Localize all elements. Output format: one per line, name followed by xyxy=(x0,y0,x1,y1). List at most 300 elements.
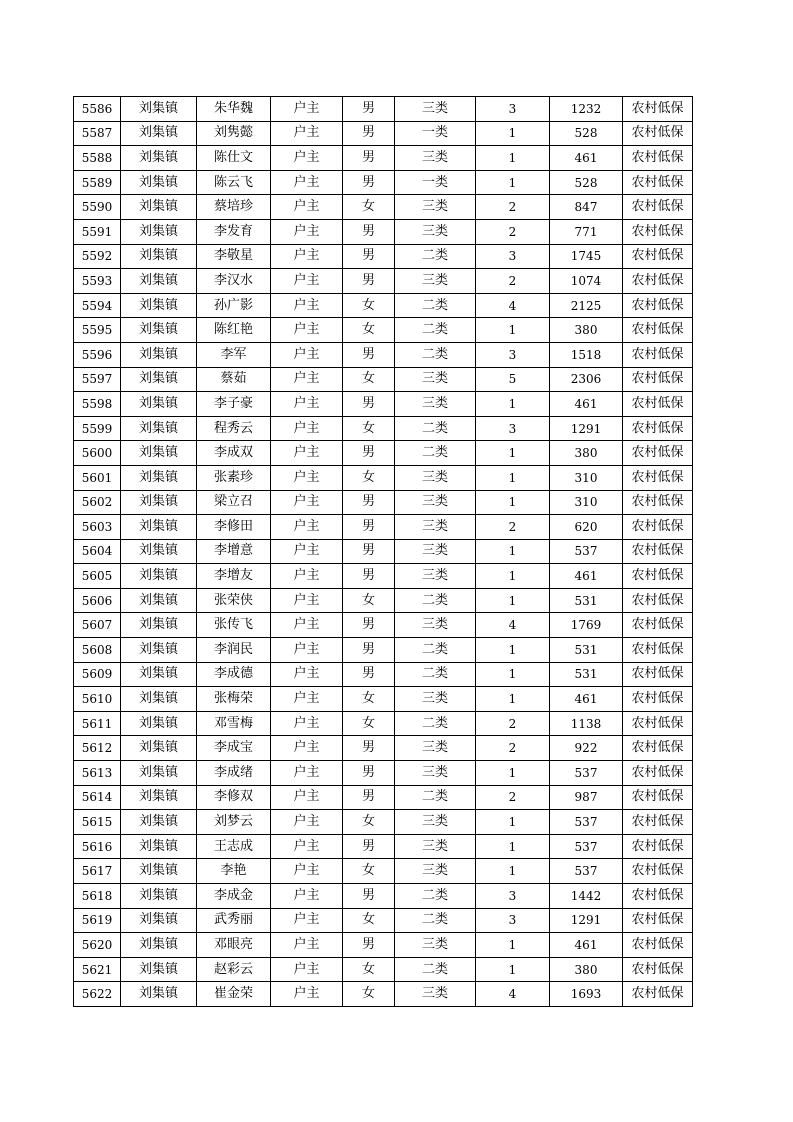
household-size-cell: 2 xyxy=(476,195,550,220)
serial-number-cell: 5609 xyxy=(74,662,121,687)
assistance-type-cell: 农村低保 xyxy=(623,687,693,712)
serial-number-cell: 5621 xyxy=(74,957,121,982)
gender-cell: 男 xyxy=(343,515,395,540)
relation-cell: 户主 xyxy=(271,441,343,466)
town-cell: 刘集镇 xyxy=(121,859,197,884)
name-cell: 崔金荣 xyxy=(197,982,271,1007)
assistance-type-cell: 农村低保 xyxy=(623,515,693,540)
gender-cell: 男 xyxy=(343,736,395,761)
relation-cell: 户主 xyxy=(271,465,343,490)
household-size-cell: 1 xyxy=(476,465,550,490)
name-cell: 李军 xyxy=(197,342,271,367)
relation-cell: 户主 xyxy=(271,146,343,171)
gender-cell: 男 xyxy=(343,244,395,269)
relation-cell: 户主 xyxy=(271,97,343,122)
household-size-cell: 1 xyxy=(476,539,550,564)
assistance-type-cell: 农村低保 xyxy=(623,662,693,687)
gender-cell: 男 xyxy=(343,884,395,909)
name-cell: 李增意 xyxy=(197,539,271,564)
table-row xyxy=(74,638,693,663)
table-row xyxy=(74,908,693,933)
town-cell: 刘集镇 xyxy=(121,785,197,810)
table-row xyxy=(74,736,693,761)
gender-cell: 男 xyxy=(343,662,395,687)
town-cell: 刘集镇 xyxy=(121,97,197,122)
town-cell: 刘集镇 xyxy=(121,711,197,736)
assistance-type-cell: 农村低保 xyxy=(623,97,693,122)
serial-number-cell: 5606 xyxy=(74,588,121,613)
relation-cell: 户主 xyxy=(271,982,343,1007)
gender-cell: 女 xyxy=(343,908,395,933)
serial-number-cell: 5602 xyxy=(74,490,121,515)
assistance-type-cell: 农村低保 xyxy=(623,785,693,810)
gender-cell: 女 xyxy=(343,318,395,343)
amount-cell: 461 xyxy=(550,146,623,171)
household-size-cell: 2 xyxy=(476,736,550,761)
household-size-cell: 1 xyxy=(476,638,550,663)
assistance-type-cell: 农村低保 xyxy=(623,121,693,146)
relation-cell: 户主 xyxy=(271,638,343,663)
name-cell: 李成宝 xyxy=(197,736,271,761)
gender-cell: 女 xyxy=(343,859,395,884)
amount-cell: 461 xyxy=(550,564,623,589)
relation-cell: 户主 xyxy=(271,761,343,786)
gender-cell: 男 xyxy=(343,121,395,146)
assistance-type-cell: 农村低保 xyxy=(623,269,693,294)
household-size-cell: 1 xyxy=(476,146,550,171)
relation-cell: 户主 xyxy=(271,810,343,835)
name-cell: 陈仕文 xyxy=(197,146,271,171)
relation-cell: 户主 xyxy=(271,564,343,589)
town-cell: 刘集镇 xyxy=(121,441,197,466)
serial-number-cell: 5616 xyxy=(74,834,121,859)
relation-cell: 户主 xyxy=(271,170,343,195)
household-size-cell: 1 xyxy=(476,588,550,613)
town-cell: 刘集镇 xyxy=(121,367,197,392)
table-row xyxy=(74,170,693,195)
household-size-cell: 5 xyxy=(476,367,550,392)
name-cell: 李成绪 xyxy=(197,761,271,786)
serial-number-cell: 5605 xyxy=(74,564,121,589)
relation-cell: 户主 xyxy=(271,219,343,244)
town-cell: 刘集镇 xyxy=(121,170,197,195)
household-size-cell: 1 xyxy=(476,121,550,146)
category-cell: 二类 xyxy=(395,318,476,343)
assistance-type-cell: 农村低保 xyxy=(623,933,693,958)
town-cell: 刘集镇 xyxy=(121,736,197,761)
table-row xyxy=(74,269,693,294)
table-row xyxy=(74,564,693,589)
town-cell: 刘集镇 xyxy=(121,392,197,417)
amount-cell: 922 xyxy=(550,736,623,761)
table-row xyxy=(74,834,693,859)
gender-cell: 男 xyxy=(343,269,395,294)
assistance-type-cell: 农村低保 xyxy=(623,884,693,909)
gender-cell: 男 xyxy=(343,392,395,417)
gender-cell: 男 xyxy=(343,638,395,663)
category-cell: 二类 xyxy=(395,908,476,933)
amount-cell: 380 xyxy=(550,318,623,343)
table-row xyxy=(74,392,693,417)
household-size-cell: 1 xyxy=(476,810,550,835)
serial-number-cell: 5592 xyxy=(74,244,121,269)
amount-cell: 1745 xyxy=(550,244,623,269)
assistance-type-cell: 农村低保 xyxy=(623,392,693,417)
category-cell: 二类 xyxy=(395,785,476,810)
category-cell: 一类 xyxy=(395,121,476,146)
category-cell: 二类 xyxy=(395,884,476,909)
category-cell: 二类 xyxy=(395,244,476,269)
assistance-type-cell: 农村低保 xyxy=(623,293,693,318)
category-cell: 一类 xyxy=(395,170,476,195)
name-cell: 武秀丽 xyxy=(197,908,271,933)
relation-cell: 户主 xyxy=(271,392,343,417)
relation-cell: 户主 xyxy=(271,834,343,859)
amount-cell: 2306 xyxy=(550,367,623,392)
assistance-type-cell: 农村低保 xyxy=(623,957,693,982)
serial-number-cell: 5613 xyxy=(74,761,121,786)
gender-cell: 男 xyxy=(343,933,395,958)
gender-cell: 男 xyxy=(343,834,395,859)
serial-number-cell: 5615 xyxy=(74,810,121,835)
category-cell: 三类 xyxy=(395,564,476,589)
household-size-cell: 2 xyxy=(476,785,550,810)
town-cell: 刘集镇 xyxy=(121,269,197,294)
category-cell: 三类 xyxy=(395,736,476,761)
serial-number-cell: 5611 xyxy=(74,711,121,736)
assistance-type-cell: 农村低保 xyxy=(623,170,693,195)
table-row xyxy=(74,539,693,564)
gender-cell: 男 xyxy=(343,441,395,466)
name-cell: 李汉水 xyxy=(197,269,271,294)
name-cell: 李发育 xyxy=(197,219,271,244)
serial-number-cell: 5587 xyxy=(74,121,121,146)
category-cell: 三类 xyxy=(395,982,476,1007)
town-cell: 刘集镇 xyxy=(121,539,197,564)
assistance-type-cell: 农村低保 xyxy=(623,588,693,613)
assistance-type-cell: 农村低保 xyxy=(623,416,693,441)
gender-cell: 女 xyxy=(343,465,395,490)
town-cell: 刘集镇 xyxy=(121,490,197,515)
category-cell: 三类 xyxy=(395,219,476,244)
household-size-cell: 1 xyxy=(476,392,550,417)
relation-cell: 户主 xyxy=(271,588,343,613)
relation-cell: 户主 xyxy=(271,859,343,884)
household-size-cell: 2 xyxy=(476,269,550,294)
gender-cell: 女 xyxy=(343,588,395,613)
gender-cell: 女 xyxy=(343,982,395,1007)
assistance-type-cell: 农村低保 xyxy=(623,195,693,220)
table-row xyxy=(74,785,693,810)
town-cell: 刘集镇 xyxy=(121,810,197,835)
serial-number-cell: 5608 xyxy=(74,638,121,663)
assistance-type-cell: 农村低保 xyxy=(623,219,693,244)
amount-cell: 771 xyxy=(550,219,623,244)
household-size-cell: 4 xyxy=(476,293,550,318)
serial-number-cell: 5607 xyxy=(74,613,121,638)
category-cell: 三类 xyxy=(395,269,476,294)
gender-cell: 男 xyxy=(343,170,395,195)
table-row xyxy=(74,490,693,515)
assistance-type-cell: 农村低保 xyxy=(623,834,693,859)
amount-cell: 1291 xyxy=(550,416,623,441)
category-cell: 三类 xyxy=(395,834,476,859)
table-row xyxy=(74,711,693,736)
amount-cell: 461 xyxy=(550,933,623,958)
name-cell: 张梅荣 xyxy=(197,687,271,712)
amount-cell: 531 xyxy=(550,662,623,687)
household-size-cell: 1 xyxy=(476,933,550,958)
category-cell: 二类 xyxy=(395,441,476,466)
assistance-type-cell: 农村低保 xyxy=(623,761,693,786)
amount-cell: 1291 xyxy=(550,908,623,933)
serial-number-cell: 5614 xyxy=(74,785,121,810)
name-cell: 李成金 xyxy=(197,884,271,909)
table-row xyxy=(74,293,693,318)
town-cell: 刘集镇 xyxy=(121,834,197,859)
serial-number-cell: 5586 xyxy=(74,97,121,122)
household-size-cell: 1 xyxy=(476,761,550,786)
relation-cell: 户主 xyxy=(271,711,343,736)
amount-cell: 1232 xyxy=(550,97,623,122)
relation-cell: 户主 xyxy=(271,687,343,712)
amount-cell: 380 xyxy=(550,957,623,982)
name-cell: 陈红艳 xyxy=(197,318,271,343)
category-cell: 二类 xyxy=(395,588,476,613)
amount-cell: 1518 xyxy=(550,342,623,367)
serial-number-cell: 5598 xyxy=(74,392,121,417)
table-row xyxy=(74,933,693,958)
relation-cell: 户主 xyxy=(271,884,343,909)
gender-cell: 男 xyxy=(343,564,395,589)
name-cell: 刘梦云 xyxy=(197,810,271,835)
gender-cell: 女 xyxy=(343,416,395,441)
amount-cell: 531 xyxy=(550,638,623,663)
amount-cell: 537 xyxy=(550,834,623,859)
town-cell: 刘集镇 xyxy=(121,588,197,613)
table-row xyxy=(74,588,693,613)
amount-cell: 847 xyxy=(550,195,623,220)
serial-number-cell: 5610 xyxy=(74,687,121,712)
household-size-cell: 1 xyxy=(476,662,550,687)
category-cell: 二类 xyxy=(395,711,476,736)
relation-cell: 户主 xyxy=(271,121,343,146)
assistance-type-cell: 农村低保 xyxy=(623,367,693,392)
category-cell: 二类 xyxy=(395,957,476,982)
serial-number-cell: 5593 xyxy=(74,269,121,294)
town-cell: 刘集镇 xyxy=(121,465,197,490)
gender-cell: 女 xyxy=(343,957,395,982)
name-cell: 李增友 xyxy=(197,564,271,589)
name-cell: 李敬星 xyxy=(197,244,271,269)
name-cell: 李修双 xyxy=(197,785,271,810)
name-cell: 李成双 xyxy=(197,441,271,466)
name-cell: 李子豪 xyxy=(197,392,271,417)
gender-cell: 女 xyxy=(343,367,395,392)
amount-cell: 531 xyxy=(550,588,623,613)
town-cell: 刘集镇 xyxy=(121,662,197,687)
town-cell: 刘集镇 xyxy=(121,761,197,786)
table-row xyxy=(74,982,693,1007)
serial-number-cell: 5596 xyxy=(74,342,121,367)
amount-cell: 1769 xyxy=(550,613,623,638)
name-cell: 李修田 xyxy=(197,515,271,540)
table-row xyxy=(74,957,693,982)
name-cell: 王志成 xyxy=(197,834,271,859)
household-size-cell: 1 xyxy=(476,834,550,859)
town-cell: 刘集镇 xyxy=(121,293,197,318)
amount-cell: 310 xyxy=(550,465,623,490)
gender-cell: 男 xyxy=(343,613,395,638)
serial-number-cell: 5601 xyxy=(74,465,121,490)
assistance-type-cell: 农村低保 xyxy=(623,982,693,1007)
town-cell: 刘集镇 xyxy=(121,318,197,343)
serial-number-cell: 5617 xyxy=(74,859,121,884)
town-cell: 刘集镇 xyxy=(121,687,197,712)
table-body xyxy=(74,97,693,1007)
town-cell: 刘集镇 xyxy=(121,908,197,933)
assistance-type-cell: 农村低保 xyxy=(623,465,693,490)
assistance-type-cell: 农村低保 xyxy=(623,318,693,343)
amount-cell: 1693 xyxy=(550,982,623,1007)
amount-cell: 461 xyxy=(550,392,623,417)
town-cell: 刘集镇 xyxy=(121,342,197,367)
relation-cell: 户主 xyxy=(271,195,343,220)
name-cell: 李润民 xyxy=(197,638,271,663)
serial-number-cell: 5590 xyxy=(74,195,121,220)
category-cell: 三类 xyxy=(395,367,476,392)
town-cell: 刘集镇 xyxy=(121,564,197,589)
table-row xyxy=(74,318,693,343)
category-cell: 二类 xyxy=(395,638,476,663)
town-cell: 刘集镇 xyxy=(121,638,197,663)
household-size-cell: 2 xyxy=(476,711,550,736)
table-row xyxy=(74,662,693,687)
household-size-cell: 4 xyxy=(476,982,550,1007)
town-cell: 刘集镇 xyxy=(121,982,197,1007)
amount-cell: 537 xyxy=(550,810,623,835)
name-cell: 邓眼亮 xyxy=(197,933,271,958)
relation-cell: 户主 xyxy=(271,662,343,687)
name-cell: 蔡茹 xyxy=(197,367,271,392)
serial-number-cell: 5591 xyxy=(74,219,121,244)
amount-cell: 620 xyxy=(550,515,623,540)
name-cell: 孙广影 xyxy=(197,293,271,318)
name-cell: 陈云飞 xyxy=(197,170,271,195)
town-cell: 刘集镇 xyxy=(121,933,197,958)
town-cell: 刘集镇 xyxy=(121,515,197,540)
serial-number-cell: 5600 xyxy=(74,441,121,466)
gender-cell: 女 xyxy=(343,711,395,736)
category-cell: 三类 xyxy=(395,515,476,540)
serial-number-cell: 5604 xyxy=(74,539,121,564)
assistance-type-cell: 农村低保 xyxy=(623,342,693,367)
amount-cell: 528 xyxy=(550,170,623,195)
relation-cell: 户主 xyxy=(271,367,343,392)
household-size-cell: 1 xyxy=(476,859,550,884)
household-size-cell: 1 xyxy=(476,957,550,982)
serial-number-cell: 5612 xyxy=(74,736,121,761)
town-cell: 刘集镇 xyxy=(121,416,197,441)
household-size-cell: 2 xyxy=(476,515,550,540)
category-cell: 三类 xyxy=(395,465,476,490)
assistance-type-cell: 农村低保 xyxy=(623,564,693,589)
serial-number-cell: 5619 xyxy=(74,908,121,933)
amount-cell: 461 xyxy=(550,687,623,712)
household-size-cell: 3 xyxy=(476,342,550,367)
relation-cell: 户主 xyxy=(271,908,343,933)
gender-cell: 男 xyxy=(343,342,395,367)
household-size-cell: 3 xyxy=(476,884,550,909)
relation-cell: 户主 xyxy=(271,416,343,441)
serial-number-cell: 5588 xyxy=(74,146,121,171)
household-size-cell: 1 xyxy=(476,490,550,515)
town-cell: 刘集镇 xyxy=(121,121,197,146)
category-cell: 三类 xyxy=(395,933,476,958)
gender-cell: 女 xyxy=(343,293,395,318)
serial-number-cell: 5622 xyxy=(74,982,121,1007)
table-row xyxy=(74,613,693,638)
town-cell: 刘集镇 xyxy=(121,195,197,220)
relation-cell: 户主 xyxy=(271,490,343,515)
amount-cell: 528 xyxy=(550,121,623,146)
town-cell: 刘集镇 xyxy=(121,884,197,909)
amount-cell: 537 xyxy=(550,539,623,564)
name-cell: 张传飞 xyxy=(197,613,271,638)
assistance-type-cell: 农村低保 xyxy=(623,638,693,663)
amount-cell: 537 xyxy=(550,761,623,786)
table-row xyxy=(74,859,693,884)
gender-cell: 男 xyxy=(343,146,395,171)
household-size-cell: 3 xyxy=(476,97,550,122)
table-row xyxy=(74,884,693,909)
amount-cell: 2125 xyxy=(550,293,623,318)
category-cell: 三类 xyxy=(395,195,476,220)
assistance-type-cell: 农村低保 xyxy=(623,810,693,835)
name-cell: 梁立召 xyxy=(197,490,271,515)
gender-cell: 男 xyxy=(343,97,395,122)
assistance-type-cell: 农村低保 xyxy=(623,244,693,269)
gender-cell: 男 xyxy=(343,539,395,564)
category-cell: 三类 xyxy=(395,687,476,712)
table-row xyxy=(74,416,693,441)
assistance-type-cell: 农村低保 xyxy=(623,859,693,884)
serial-number-cell: 5589 xyxy=(74,170,121,195)
name-cell: 蔡培珍 xyxy=(197,195,271,220)
household-size-cell: 1 xyxy=(476,564,550,589)
table-row xyxy=(74,146,693,171)
relation-cell: 户主 xyxy=(271,342,343,367)
table-row xyxy=(74,121,693,146)
gender-cell: 女 xyxy=(343,195,395,220)
amount-cell: 1074 xyxy=(550,269,623,294)
serial-number-cell: 5618 xyxy=(74,884,121,909)
household-size-cell: 2 xyxy=(476,219,550,244)
category-cell: 二类 xyxy=(395,662,476,687)
relation-cell: 户主 xyxy=(271,515,343,540)
category-cell: 三类 xyxy=(395,859,476,884)
table-row xyxy=(74,97,693,122)
name-cell: 朱华魏 xyxy=(197,97,271,122)
table-row xyxy=(74,342,693,367)
household-size-cell: 1 xyxy=(476,318,550,343)
category-cell: 三类 xyxy=(395,539,476,564)
table-row xyxy=(74,465,693,490)
serial-number-cell: 5620 xyxy=(74,933,121,958)
category-cell: 三类 xyxy=(395,761,476,786)
relation-cell: 户主 xyxy=(271,293,343,318)
relation-cell: 户主 xyxy=(271,244,343,269)
